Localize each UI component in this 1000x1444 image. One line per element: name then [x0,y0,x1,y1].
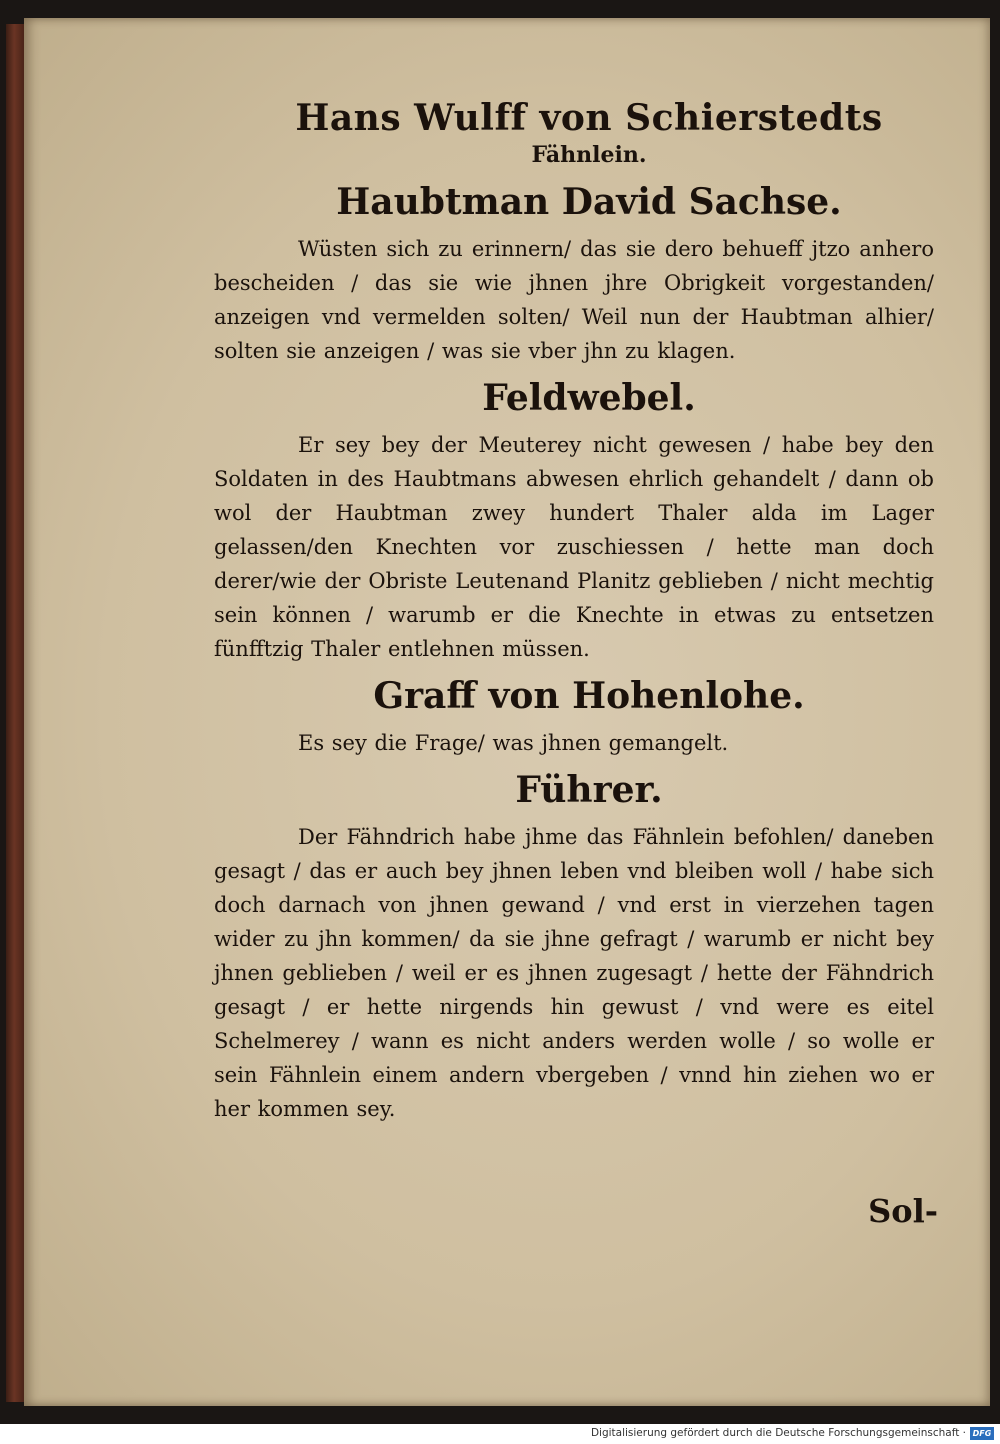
catchword: Sol- [868,1192,938,1230]
section-text-fuehrer: Der Fähndrich habe jhme das Fähnlein befohlen/ daneben gesagt / das er auch bey jhnen leben vnd bleiben woll / habe sich doch darnach von jhnen gewand / vnd erst in vierzehen tagen wider zu jhn kommen/ da sie jhne gefragt / warumb er nicht bey jhnen geblieben / weil er es jhnen zugesagt / hette der Fähndrich gesagt / er hette nirgends hin gewust / vnd were es eitel Schelmerey / wann es nicht anders werden wolle / so wolle er sein Fähnlein einem andern vbergeben / vnnd hin ziehen wo er her kommen sey. [214,825,934,1121]
page-subheading: Fähnlein. [531,142,647,168]
footer-bar [0,1424,1000,1444]
section-heading-fuehrer: Führer. [515,769,663,811]
page-text [214,96,934,1126]
book-page [24,18,990,1406]
page-heading: Hans Wulff von Schierstedts [295,97,883,139]
book-spine [6,24,24,1402]
funding-credit: Digitalisierung gefördert durch die Deutsche Forschungsgemeinschaft · [590,1427,966,1439]
section-heading-feldwebel: Feldwebel. [482,377,696,419]
section-text-feldwebel: Er sey bey der Meuterey nicht gewesen / habe bey den Soldaten in des Haubtmans abwesen ehrlich gehandelt / dann ob wol der Haubtman zwey hundert Thaler alda im Lager gelassen/den Knechten vor zuschiessen / hette man doch derer/wie der Obriste Leutenand Planitz geblieben / nicht mechtig sein können / warumb er die Knechte in etwas zu entsetzen fünfftzig Thaler entlehnen müssen. [214,433,934,661]
dfg-logo-icon: DFG [970,1427,994,1440]
section-text-graff: Es sey die Frage/ was jhnen gemangelt. [298,731,729,755]
section-heading-graff: Graff von Hohenlohe. [373,675,805,717]
section-text-haubtman: Wüsten sich zu erinnern/ das sie dero behueff jtzo anhero bescheiden / das sie wie jhnen jhre Obrigkeit vorgestanden/ anzeigen vnd vermelden solten/ Weil nun der Haubtman alhier/ solten sie anzeigen / was sie vber jhn zu klagen. [214,237,934,363]
section-heading-haubtman: Haubtman David Sachse. [336,181,842,223]
